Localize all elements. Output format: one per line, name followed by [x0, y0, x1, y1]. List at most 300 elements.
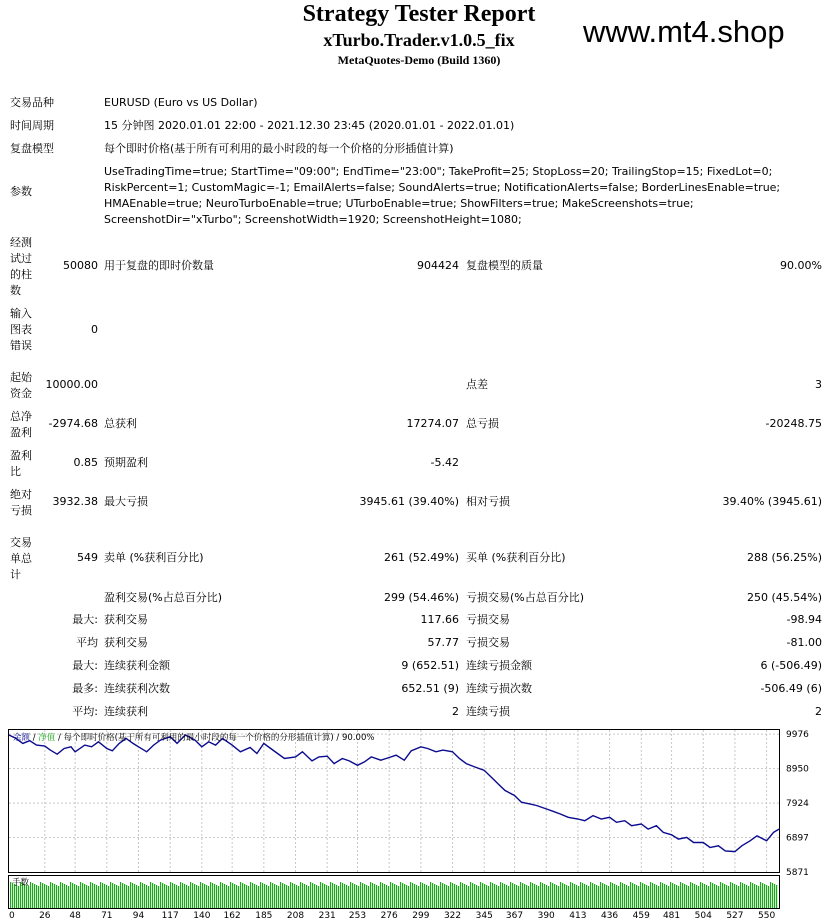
volume-bar [400, 882, 401, 908]
volume-bar [94, 884, 95, 908]
volume-bar [148, 886, 149, 908]
volume-bar [112, 883, 113, 908]
volume-bar [710, 882, 711, 908]
cons-wins-money-label: 连续获利金额 [104, 659, 170, 672]
trades-value: 549 [77, 551, 98, 564]
volume-bar [540, 882, 541, 908]
avg-profit-value: 57.77 [427, 636, 459, 649]
volume-bar [626, 885, 627, 908]
volume-bar [662, 883, 663, 908]
volume-bar [302, 883, 303, 908]
volume-bar [142, 883, 143, 908]
volume-bar [620, 882, 621, 908]
volume-bar [712, 883, 713, 908]
volume-bar [292, 883, 293, 908]
volume-bar [120, 882, 121, 908]
volume-bar [226, 885, 227, 908]
volume-bar [616, 885, 617, 908]
volume-bar [520, 882, 521, 908]
volume-bar [648, 886, 649, 908]
volume-bar [596, 885, 597, 908]
volume-bar [690, 882, 691, 908]
volume-bar [552, 883, 553, 908]
errors-value: 0 [91, 323, 98, 336]
cons-wins-money-value: 9 (652.51) [401, 659, 459, 672]
max-consecutive-prefix: 最大: [72, 659, 98, 672]
pf-label: 盈利比 [10, 449, 32, 478]
volume-bar [664, 884, 665, 908]
avg-cons-losses-value: 2 [815, 705, 822, 718]
abs-dd-value: 3932.38 [52, 495, 98, 508]
volume-bar [116, 885, 117, 908]
volume-bar [314, 884, 315, 908]
volume-bar [310, 882, 311, 908]
volume-bar [152, 883, 153, 908]
ea-name: xTurbo.Trader.v1.0.5_fix [323, 30, 515, 50]
legend-sep-1: / [30, 733, 39, 743]
volume-bar [766, 885, 767, 908]
volume-bar [206, 885, 207, 908]
volume-bar [722, 883, 723, 908]
x-tick-label: 322 [443, 911, 462, 921]
volume-bar [304, 884, 305, 908]
y-tick-label: 5871 [786, 868, 809, 878]
volume-bar [760, 882, 761, 908]
volume-bar [252, 883, 253, 908]
volume-bar [96, 885, 97, 908]
volume-bar [748, 886, 749, 908]
x-tick-label: 390 [537, 911, 555, 921]
volume-bar [544, 884, 545, 908]
volume-bar [646, 885, 647, 908]
volume-bar [582, 883, 583, 908]
chart-main-frame [9, 730, 780, 873]
abs-dd-label: 绝对亏损 [10, 488, 32, 517]
volume-bar [284, 884, 285, 908]
volume-bar [496, 885, 497, 908]
volume-bar [320, 882, 321, 908]
volume-bar [424, 884, 425, 908]
volume-bar [50, 882, 51, 908]
volume-bar [306, 885, 307, 908]
volume-bar [512, 883, 513, 908]
volume-bar [70, 882, 71, 908]
volume-bar [258, 886, 259, 908]
volume-bar [394, 884, 395, 908]
volume-bar [602, 883, 603, 908]
volume-bar [382, 883, 383, 908]
volume-bar [242, 883, 243, 908]
volume-bar [342, 883, 343, 908]
volume-bar [404, 884, 405, 908]
volume-bar [438, 886, 439, 908]
volume-bar [398, 886, 399, 908]
volume-bar [614, 884, 615, 908]
bars-value: 50080 [63, 259, 98, 272]
cons-loss-count-label: 连续亏损次数 [466, 682, 532, 695]
volume-bar [498, 886, 499, 908]
volume-bar [264, 884, 265, 908]
volume-bar [174, 884, 175, 908]
largest-loss-value: -98.94 [786, 613, 822, 626]
x-tick-label: 459 [632, 911, 650, 921]
avg-loss-label: 亏损交易 [466, 636, 510, 649]
payoff-value: -5.42 [430, 456, 459, 469]
legend-sep-2: / [55, 733, 64, 743]
volume-bar [628, 886, 629, 908]
volume-bar [126, 885, 127, 908]
volume-bar [224, 884, 225, 908]
volume-bar [576, 885, 577, 908]
avg-cons-wins-value: 2 [452, 705, 459, 718]
volume-bar [426, 885, 427, 908]
volume-bar [188, 886, 189, 908]
volume-bar [574, 884, 575, 908]
volume-bar [322, 883, 323, 908]
volume-bar [52, 883, 53, 908]
period-value: 15 分钟图 2020.01.01 22:00 - 2021.12.30 23:45 (2020.01.01 - 2022.01.01) [104, 119, 515, 132]
volume-bar [634, 884, 635, 908]
volume-bar [256, 885, 257, 908]
volume-bar [724, 884, 725, 908]
volume-bar [128, 886, 129, 908]
volume-bar [312, 883, 313, 908]
volume-bar [446, 885, 447, 908]
volume-bar [588, 886, 589, 908]
volume-bar [668, 886, 669, 908]
largest-profit-label: 获利交易 [104, 613, 148, 626]
volume-bar [442, 883, 443, 908]
volume-bar [572, 883, 573, 908]
watermark: www.mt4.shop [583, 14, 785, 49]
x-tick-label: 481 [662, 911, 681, 921]
volume-bar [742, 883, 743, 908]
model-label: 复盘模型 [10, 142, 54, 155]
volume-bar [380, 882, 381, 908]
volume-bar [716, 885, 717, 908]
volume-bar [150, 882, 151, 908]
volume-bar [480, 882, 481, 908]
volume-bar [364, 884, 365, 908]
volume-bar [670, 882, 671, 908]
volume-bar [110, 882, 111, 908]
volume-bar [88, 886, 89, 908]
volume-bar [650, 882, 651, 908]
volume-bar [762, 883, 763, 908]
volume-bar [590, 882, 591, 908]
volume-bar [234, 884, 235, 908]
volume-bar [358, 886, 359, 908]
volume-bar [64, 884, 65, 908]
volume-bar [412, 883, 413, 908]
volume-bar [240, 882, 241, 908]
volume-bar [522, 883, 523, 908]
volume-bar [630, 882, 631, 908]
volume-bar [726, 885, 727, 908]
volume-bar [338, 886, 339, 908]
volume-bar [48, 886, 49, 908]
volume-bar [200, 882, 201, 908]
volume-bar [688, 886, 689, 908]
volume-bar [298, 886, 299, 908]
volume-bar [744, 884, 745, 908]
volume-bar [286, 885, 287, 908]
volume-bar [248, 886, 249, 908]
volume-bar [280, 882, 281, 908]
volume-bar [746, 885, 747, 908]
errors-label: 输入图表错误 [10, 307, 32, 352]
volume-bar [154, 884, 155, 908]
volume-bar [508, 886, 509, 908]
volume-bar [676, 885, 677, 908]
y-tick-label: 8950 [786, 764, 809, 775]
legend-equity: 净值 [38, 733, 56, 743]
volume-bar [122, 883, 123, 908]
volume-bar [370, 882, 371, 908]
volume-bar [436, 885, 437, 908]
volume-bar [366, 885, 367, 908]
volume-bar [566, 885, 567, 908]
legend-quality: 90.00% [342, 733, 375, 743]
volume-bar [214, 884, 215, 908]
volume-bar [98, 886, 99, 908]
volume-bar [262, 883, 263, 908]
volume-bar [486, 885, 487, 908]
volume-bar [432, 883, 433, 908]
volume-bar [636, 885, 637, 908]
volume-bar [72, 883, 73, 908]
volume-bar [278, 886, 279, 908]
volume-bar [440, 882, 441, 908]
x-tick-label: 117 [161, 911, 179, 921]
volume-bar [526, 885, 527, 908]
volume-label: 手数 [12, 878, 30, 888]
volume-bar [592, 883, 593, 908]
volume-bar [542, 883, 543, 908]
x-tick-label: 253 [348, 911, 367, 921]
volume-bar [562, 883, 563, 908]
volume-bar [186, 885, 187, 908]
volume-bar [734, 884, 735, 908]
volume-bar [230, 882, 231, 908]
x-tick-label: 276 [380, 911, 398, 921]
volume-bar [308, 886, 309, 908]
volume-bar [372, 883, 373, 908]
params-label: 参数 [10, 185, 32, 198]
volume-bar [158, 886, 159, 908]
volume-bar [190, 882, 191, 908]
volume-bar [78, 886, 79, 908]
volume-bar [318, 886, 319, 908]
volume-bar [450, 882, 451, 908]
volume-bar [202, 883, 203, 908]
volume-bar [764, 884, 765, 908]
volume-bar [204, 884, 205, 908]
volume-bar [654, 884, 655, 908]
volume-bar [38, 886, 39, 908]
volume-bar [554, 884, 555, 908]
legend-model: 每个即时价格(基于所有可利用的最小时段的每一个价格的分形插值计算) [63, 733, 334, 743]
volume-bar [472, 883, 473, 908]
volume-bar [100, 882, 101, 908]
symbol-value: EURUSD (Euro vs US Dollar) [104, 96, 258, 109]
volume-bar [470, 882, 471, 908]
volume-bar [448, 886, 449, 908]
volume-bar [674, 884, 675, 908]
volume-bar [276, 885, 277, 908]
period-label: 时间周期 [10, 119, 54, 132]
volume-bar [680, 882, 681, 908]
volume-bar [774, 884, 775, 908]
volume-bar [518, 886, 519, 908]
volume-bar [556, 885, 557, 908]
volume-bar [580, 882, 581, 908]
volume-bar [456, 885, 457, 908]
x-tick-label: 71 [101, 911, 113, 921]
x-tick-label: 527 [726, 911, 744, 921]
volume-bar [568, 886, 569, 908]
volume-bar [344, 884, 345, 908]
x-tick-label: 140 [193, 911, 211, 921]
volume-bar [684, 884, 685, 908]
volume-bar [550, 882, 551, 908]
net-value: -2974.68 [48, 417, 98, 430]
volume-bar [166, 885, 167, 908]
volume-bar [740, 882, 741, 908]
volume-bar [586, 885, 587, 908]
volume-bar [376, 885, 377, 908]
volume-bar [604, 884, 605, 908]
volume-bar [632, 883, 633, 908]
volume-bar [146, 885, 147, 908]
volume-bar [514, 884, 515, 908]
volume-bar [176, 885, 177, 908]
params-value: UseTradingTime=true; StartTime="09:00"; EndTime="23:00"; TakeProfit=25; StopLoss=20; TrailingStop=15; FixedLot=0; RiskPercent=1; CustomMagic=-1; EmailAlerts=false; SoundAlerts=true; NotificationAlerts=false; BorderLinesEnable=true; HMAEnable=true; NeuroTurboEnable=true; UTurboEnable=true; ShowFilters=true; MakeScreenshots=true; ScreenshotDir="xTurbo"; ScreenshotWidth=1920; ScreenshotHeight=1080; [104, 165, 781, 226]
volume-bar [254, 884, 255, 908]
volume-bar [728, 886, 729, 908]
volume-bar [58, 886, 59, 908]
volume-bar [640, 882, 641, 908]
legend-sep-3: / [333, 733, 343, 743]
x-tick-label: 550 [758, 911, 776, 921]
volume-bar [56, 885, 57, 908]
volume-bar [196, 885, 197, 908]
volume-bar [416, 885, 417, 908]
volume-bar [658, 886, 659, 908]
ticks-label: 用于复盘的即时价数量 [104, 259, 214, 272]
quality-label: 复盘模型的质量 [466, 259, 543, 272]
volume-bar [678, 886, 679, 908]
volume-bar [408, 886, 409, 908]
spread-value: 3 [815, 378, 822, 391]
volume-bar [114, 884, 115, 908]
x-axis-labels [9, 911, 775, 921]
volume-bar [266, 885, 267, 908]
volume-bar [686, 885, 687, 908]
volume-bar [702, 883, 703, 908]
volume-bar [506, 885, 507, 908]
volume-bar [352, 883, 353, 908]
volume-bar [328, 886, 329, 908]
pf-value: 0.85 [73, 456, 98, 469]
volume-bar [414, 884, 415, 908]
x-tick-label: 26 [39, 911, 51, 921]
most-consecutive-prefix: 最多: [72, 682, 98, 695]
volume-bar [704, 884, 705, 908]
volume-bar [406, 885, 407, 908]
short-value: 261 (52.49%) [383, 551, 459, 564]
volume-bar [26, 885, 27, 908]
volume-bar [218, 886, 219, 908]
volume-bar [610, 882, 611, 908]
y-tick-label: 7924 [786, 799, 809, 810]
model-value: 每个即时价格(基于所有可利用的最小时段的每一个价格的分形插值计算) [104, 142, 454, 155]
volume-bar [198, 886, 199, 908]
volume-bar [30, 882, 31, 908]
volume-bar [428, 886, 429, 908]
volume-bar [272, 883, 273, 908]
net-label: 总净盈利 [10, 410, 32, 439]
volume-bar [618, 886, 619, 908]
volume-bar [134, 884, 135, 908]
payoff-label: 预期盈利 [104, 456, 148, 469]
volume-bar [354, 884, 355, 908]
volume-bar [776, 885, 777, 908]
volume-bar [410, 882, 411, 908]
cons-loss-count-value: -506.49 (6) [760, 682, 822, 695]
volume-bar [42, 883, 43, 908]
rel-dd-label: 相对亏损 [466, 495, 510, 508]
volume-bar [156, 885, 157, 908]
volume-bar [362, 883, 363, 908]
volume-bar [268, 886, 269, 908]
volume-bar [708, 886, 709, 908]
volume-bar [274, 884, 275, 908]
volume-bar [468, 886, 469, 908]
volume-bar [178, 886, 179, 908]
volume-bar [82, 883, 83, 908]
long-label: 买单 (%获利百分比) [466, 551, 566, 564]
volume-bar [452, 883, 453, 908]
legend-balance: 余额 [13, 733, 31, 743]
volume-bar [136, 885, 137, 908]
volume-bar [494, 884, 495, 908]
volume-bar [500, 882, 501, 908]
bars-label: 经测试过的柱数 [10, 236, 32, 297]
volume-bar [594, 884, 595, 908]
volume-bar [92, 883, 93, 908]
gross-loss-value: -20248.75 [765, 417, 822, 430]
cons-profit-count-value: 652.51 (9) [401, 682, 459, 695]
volume-bar [696, 885, 697, 908]
volume-bar [600, 882, 601, 908]
volume-bar [180, 882, 181, 908]
volume-bar [212, 883, 213, 908]
volume-bar [682, 883, 683, 908]
gross-profit-value: 17274.07 [406, 417, 459, 430]
volume-bar [706, 885, 707, 908]
volume-bar [390, 882, 391, 908]
loss-trades-value: 250 (45.54%) [746, 591, 822, 604]
volume-bar [360, 882, 361, 908]
volume-bar [28, 886, 29, 908]
volume-bar [194, 884, 195, 908]
volume-bar [108, 886, 109, 908]
volume-bar [324, 884, 325, 908]
x-tick-label: 48 [69, 911, 81, 921]
volume-bar [466, 885, 467, 908]
balance-chart [8, 729, 830, 922]
